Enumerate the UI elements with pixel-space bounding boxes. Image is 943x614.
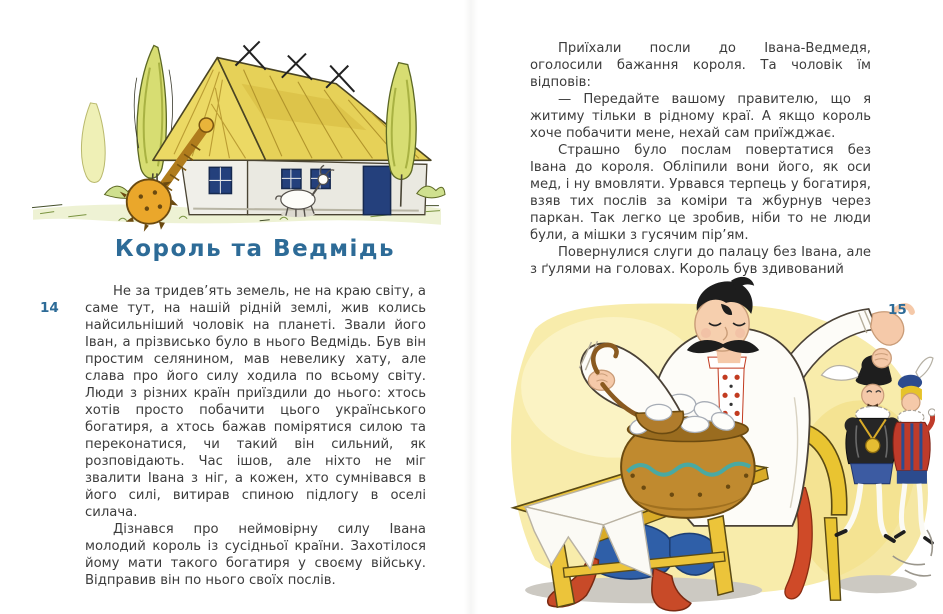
page-number-right: 15	[888, 302, 907, 318]
shorts	[897, 471, 927, 484]
small-tree	[81, 103, 105, 183]
story-title: Король та Ведмідь	[114, 236, 396, 262]
paragraph: Не за тридев’ять земель, не на краю світу, а саме тут, на нашій рідній землі, жив колись найсильніший чоловік на планеті. Звали його Іван, а прізвисько було в нього Ведмідь. Був він простим селянином, мав невелику хату, але слава про його силу ходила по всьому світу. Люди з різних країн приїздили до нього: хтось хотів просто побачити цього українського богатиря, а хтось бажав помірятися силою та переконатися, чи такий він сильний, як розповідають. Час ішов, але ніхто не міг звалити Івана з ніг, а кожен, хто сумнівався в його силі, витирав спиною підлогу в оселі силача.	[85, 284, 426, 520]
feather	[916, 357, 933, 378]
medallion	[866, 438, 880, 452]
paragraph: — Передайте вашому правителю, що я житиму тільки в рідному краї. А якщо король хоче побачити мене, нехай сам приїжджає.	[530, 92, 871, 141]
dumpling-in-ladle	[646, 404, 672, 420]
page-right	[471, 0, 943, 614]
flailing-arm	[925, 414, 933, 431]
hut-illustration	[28, 6, 446, 232]
shorts	[851, 464, 893, 484]
left-text-column	[85, 283, 426, 589]
ivan-illustration	[493, 266, 935, 614]
ivan-head	[687, 277, 759, 363]
page-gutter	[464, 0, 478, 614]
paragraph: Дізнався про неймовірну силу Івана молодий король із сусідньої країни. Захотілося йому мати такого богатиря у своєму війську. Відправив він по нього своїх послів.	[85, 522, 426, 588]
paragraph: Приїхали посли до Івана-Ведмедя, оголосили бажання короля. Та чоловік їм відповів:	[530, 41, 871, 90]
right-text-column	[530, 40, 871, 278]
paragraph: Страшно було послам повертатися без Івана до короля. Обліпили вони його, як оси мед, і ну вмовляти. Урвався терпець у богатиря, взяв тих послів за коміри та жбурнув через паркан. Так легко це зробив, ніби то не люди були, а мішки з гусячим пір’ям.	[530, 143, 871, 243]
face	[862, 384, 884, 406]
page-number-left: 14	[40, 300, 59, 316]
paragraph: Повернулися слуги до палацу без Івана, але з ґулями на головах. Король був здивований	[530, 245, 871, 277]
ground-shadow	[837, 575, 917, 593]
face	[902, 393, 920, 411]
page-left	[0, 0, 471, 614]
door	[363, 166, 390, 214]
